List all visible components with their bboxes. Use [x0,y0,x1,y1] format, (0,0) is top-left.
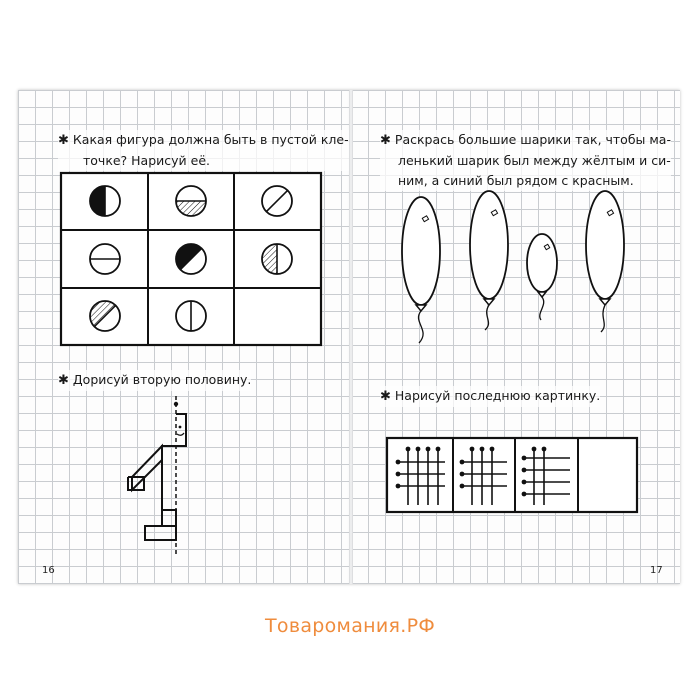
star-bullet-icon: ✱ [380,389,391,404]
star-bullet-icon: ✱ [380,133,391,148]
watermark-text: Товаромания.РФ [265,615,435,637]
pattern-cell-4-empty[interactable] [580,440,635,510]
left-task1-text: ✱ Какая фигура должна быть в пустой кле- точке? Нарисуй её. [58,130,349,171]
right-task1-text: ✱ Раскрась большие шарики так, чтобы ма- ленький шарик был между жёлтым и си- ним, а синий был рядом с красным. [380,130,671,191]
right-task2-text: ✱ Нарисуй последнюю картинку. [380,386,600,407]
page-number-left: 16 [42,565,55,576]
star-bullet-icon: ✱ [58,373,69,388]
left-task2-text: ✱ Дорисуй вторую половину. [58,370,251,391]
star-bullet-icon: ✱ [58,133,69,148]
page-number-right: 17 [650,565,663,576]
